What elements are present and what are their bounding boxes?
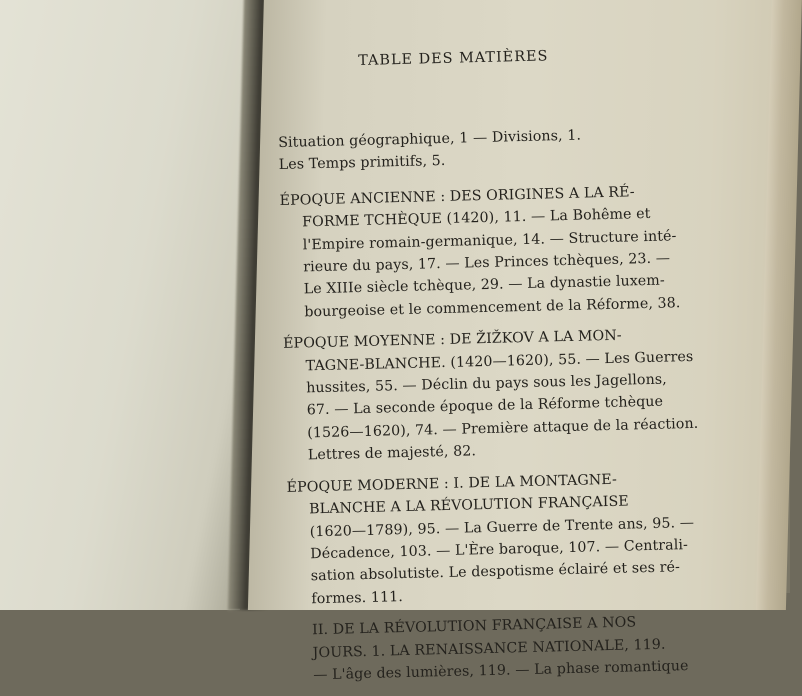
toc-line: FORME TCHÈQUE (1420), 11. — La Bohême et	[301, 206, 651, 231]
toc-line: bourgeoise et le commencement de la Réforme, 38.	[304, 295, 681, 321]
toc-line: BLANCHE A LA RÉVOLUTION FRANÇAISE	[308, 493, 629, 518]
toc-line: rieure du pays, 17. — Les Princes tchèques, 23. —	[303, 250, 671, 276]
toc-line: TAGNE-BLANCHE. (1420—1620), 55. — Les Guerres	[305, 348, 694, 375]
toc-line: Lettres de majesté, 82.	[307, 443, 477, 464]
toc-entry	[286, 468, 695, 611]
toc-line: JOURS. 1. LA RENAISSANCE NATIONALE, 119.	[312, 636, 666, 661]
toc-line: ÉPOQUE MOYENNE : DE ŽIŽKOV A LA MON-	[282, 327, 622, 353]
left-page	[0, 0, 256, 610]
toc-line: (1526—1620), 74. — Première attaque de la réaction.	[307, 415, 699, 442]
toc-line: Décadence, 103. — L'Ère baroque, 107. — Centrali-	[310, 536, 689, 563]
toc-line: — L'âge des lumières, 119. — La phase romantique	[313, 658, 689, 684]
toc-line: (1620—1789), 95. — La Guerre de Trente ans, 95. —	[309, 514, 695, 540]
toc-line: sation absolutiste. Le despotisme éclairé et ses ré-	[310, 559, 681, 585]
toc-line: ÉPOQUE MODERNE : I. DE LA MONTAGNE-	[286, 471, 618, 496]
toc-line: Le XIIIe siècle tchèque, 29. — La dynastie luxem-	[303, 273, 665, 298]
toc-line: formes. 111.	[311, 588, 404, 608]
table-of-contents	[276, 43, 699, 696]
toc-line: 67. — La seconde époque de la Réforme tchèque	[306, 394, 664, 419]
toc-entry	[279, 181, 681, 324]
toc-line: II. DE LA RÉVOLUTION FRANÇAISE A NOS	[311, 614, 637, 639]
toc-line: ÉPOQUE ANCIENNE : DES ORIGINES A LA RÉ-	[279, 184, 635, 209]
toc-line: l'Empire romain-germanique, 14. — Structure inté-	[302, 227, 677, 254]
toc-entry	[290, 611, 689, 687]
toc-line: Situation géographique, 1 — Divisions, 1.	[278, 127, 582, 151]
toc-line: Les Temps primitifs, 5.	[278, 153, 446, 174]
page-title: TABLE DES MATIÈRES	[358, 48, 549, 69]
toc-entry	[282, 325, 699, 468]
toc-line: hussites, 55. — Déclin du pays sous les Jagellons,	[306, 371, 668, 397]
